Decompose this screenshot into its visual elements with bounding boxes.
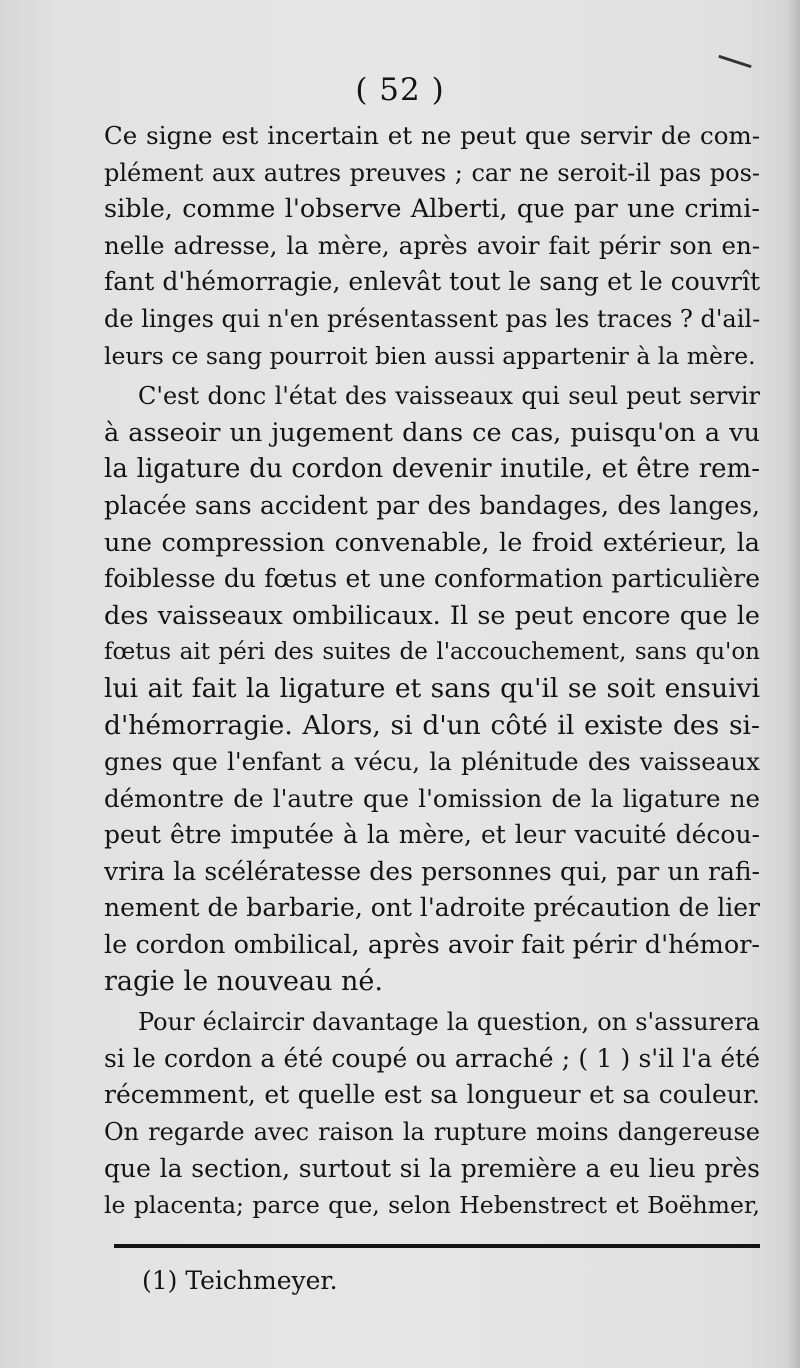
paragraph-2-line: gnes que l'enfant a vécu, la plénitude des vaisseaux bbox=[104, 747, 760, 777]
paragraph-2-line: C'est donc l'état des vaisseaux qui seul peut servir bbox=[138, 382, 760, 411]
paragraph-3-line: que la section, surtout si la première a eu lieu près bbox=[104, 1153, 760, 1183]
paragraph-2-line: fœtus ait péri des suites de l'accouchement, sans qu'on bbox=[104, 639, 760, 666]
paragraph-2-line: des vaisseaux ombilicaux. Il se peut encore que le bbox=[104, 600, 760, 631]
paragraph-2-line: placée sans accident par des bandages, des langes, bbox=[104, 490, 760, 520]
paragraph-2-line: vrira la scélératesse des personnes qui, par un rafi- bbox=[104, 856, 760, 886]
page-number: ( 52 ) bbox=[355, 72, 445, 108]
paragraph-2-line: peut être imputée à la mère, et leur vacuité décou- bbox=[104, 820, 760, 850]
page-edge-shadow bbox=[786, 0, 800, 1368]
paragraph-3-line: récemment, et quelle est sa longueur et sa couleur. bbox=[104, 1080, 760, 1110]
paragraph-1-line: plément aux autres preuves ; car ne seroit-il pas pos- bbox=[104, 158, 760, 187]
paragraph-2-line: lui ait fait la ligature et sans qu'il se soit ensuivi bbox=[104, 672, 760, 704]
paragraph-3-line: si le cordon a été coupé ou arraché ; ( 1 ) s'il l'a été bbox=[104, 1043, 760, 1073]
body-text bbox=[104, 118, 760, 1224]
paragraph-1-line: leurs ce sang pourroit bien aussi appartenir à la mère. bbox=[104, 341, 756, 370]
paragraph-1-line: nelle adresse, la mère, après avoir fait périr son en- bbox=[104, 230, 760, 260]
ink-mark bbox=[718, 55, 751, 68]
footnote: (1) Teichmeyer. bbox=[142, 1266, 338, 1295]
paragraph-1-line: sible, comme l'observe Alberti, que par une crimi- bbox=[104, 194, 760, 225]
paragraph-2-line: une compression convenable, le froid extérieur, la bbox=[104, 527, 760, 558]
paragraph-2-line: d'hémorragie. Alors, si d'un côté il existe des si- bbox=[104, 709, 760, 741]
paragraph-3-line: On regarde avec raison la rupture moins dangereuse bbox=[104, 1118, 760, 1147]
paragraph-2-line: ragie le nouveau né. bbox=[104, 965, 383, 997]
paragraph-2-line: démontre de l'autre que l'omission de la ligature ne bbox=[104, 783, 760, 813]
paragraph-3-line: Pour éclaircir davantage la question, on s'assurera bbox=[138, 1008, 760, 1037]
paragraph-1-line: fant d'hémorragie, enlevât tout le sang et le couvrît bbox=[104, 267, 760, 297]
paragraph-1-line: Ce signe est incertain et ne peut que servir de com- bbox=[104, 121, 760, 150]
footnote-divider bbox=[114, 1244, 760, 1248]
paragraph-2-line: le cordon ombilical, après avoir fait périr d'hémor- bbox=[104, 930, 760, 961]
paragraph-2-line: nement de barbarie, ont l'adroite précaution de lier bbox=[104, 893, 760, 923]
paragraph-2-line: la ligature du cordon devenir inutile, et être rem- bbox=[104, 454, 760, 485]
paragraph-3-line: le placenta; parce que, selon Hebenstrect et Boëhmer, bbox=[104, 1191, 760, 1220]
paragraph-2-line: foiblesse du fœtus et une conformation particulière bbox=[104, 564, 760, 594]
paragraph-2-line: à asseoir un jugement dans ce cas, puisqu'on a vu bbox=[104, 417, 760, 448]
paragraph-1-line: de linges qui n'en présentassent pas les traces ? d'ail- bbox=[104, 304, 761, 333]
